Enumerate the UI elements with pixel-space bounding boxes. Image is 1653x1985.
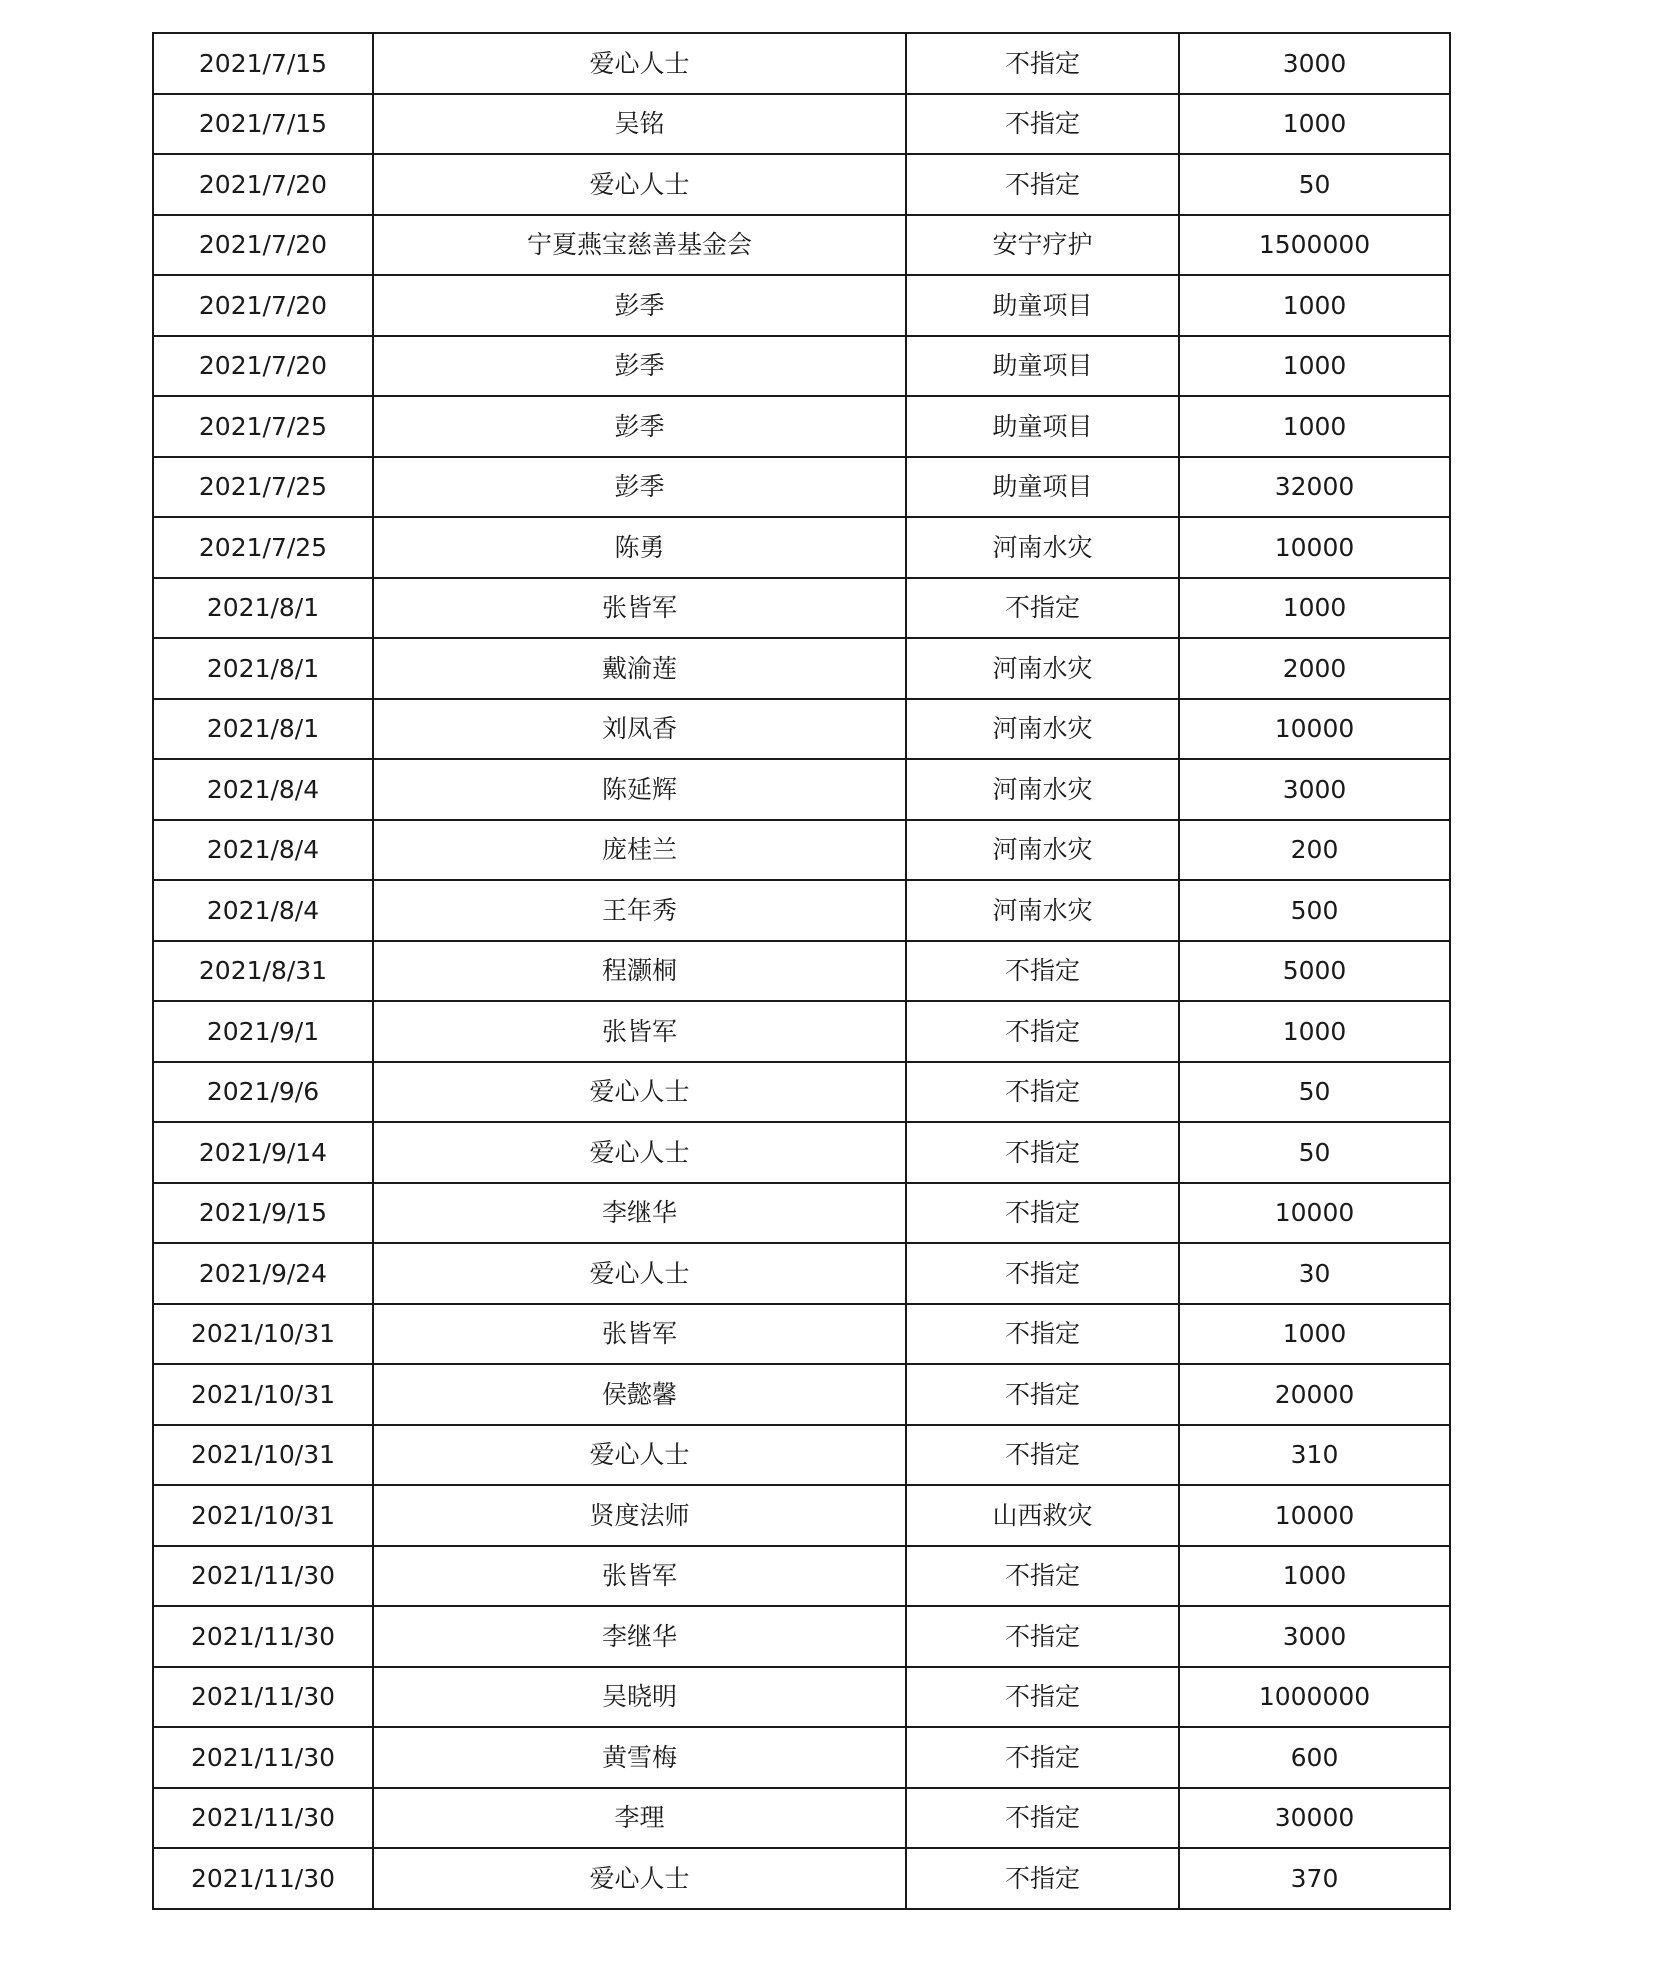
- table-row: [153, 1122, 1450, 1183]
- table-row: [153, 638, 1450, 699]
- amount-cell: 1000: [1179, 1001, 1450, 1062]
- purpose-cell: 河南水灾: [906, 638, 1179, 699]
- purpose-cell: 不指定: [906, 1667, 1179, 1728]
- donor-cell: 爱心人士: [373, 1122, 906, 1183]
- donor-cell: 爱心人士: [373, 1848, 906, 1909]
- purpose-cell: 河南水灾: [906, 699, 1179, 760]
- purpose-cell: 不指定: [906, 154, 1179, 215]
- donation-table: [152, 32, 1451, 1910]
- donor-cell: 爱心人士: [373, 1425, 906, 1486]
- donor-cell: 爱心人士: [373, 33, 906, 94]
- purpose-cell: 不指定: [906, 94, 1179, 155]
- donor-cell: 庞桂兰: [373, 820, 906, 881]
- amount-cell: 1500000: [1179, 215, 1450, 276]
- donor-cell: 李继华: [373, 1183, 906, 1244]
- table-row: [153, 215, 1450, 276]
- date-cell: 2021/7/25: [153, 517, 373, 578]
- purpose-cell: 河南水灾: [906, 820, 1179, 881]
- date-cell: 2021/8/4: [153, 759, 373, 820]
- table-row: [153, 33, 1450, 94]
- amount-cell: 3000: [1179, 1606, 1450, 1667]
- purpose-cell: 不指定: [906, 1304, 1179, 1365]
- donor-cell: 陈勇: [373, 517, 906, 578]
- amount-cell: 1000000: [1179, 1667, 1450, 1728]
- table-row: [153, 1062, 1450, 1123]
- date-cell: 2021/11/30: [153, 1606, 373, 1667]
- donor-cell: 刘凤香: [373, 699, 906, 760]
- amount-cell: 2000: [1179, 638, 1450, 699]
- donor-cell: 黄雪梅: [373, 1727, 906, 1788]
- amount-cell: 30000: [1179, 1788, 1450, 1849]
- table-row: [153, 1606, 1450, 1667]
- table-row: [153, 1667, 1450, 1728]
- purpose-cell: 助童项目: [906, 275, 1179, 336]
- table-row: [153, 820, 1450, 881]
- purpose-cell: 河南水灾: [906, 759, 1179, 820]
- purpose-cell: 不指定: [906, 1364, 1179, 1425]
- table-row: [153, 1727, 1450, 1788]
- amount-cell: 50: [1179, 154, 1450, 215]
- donor-cell: 宁夏燕宝慈善基金会: [373, 215, 906, 276]
- table-row: [153, 880, 1450, 941]
- donor-cell: 吴晓明: [373, 1667, 906, 1728]
- date-cell: 2021/10/31: [153, 1485, 373, 1546]
- date-cell: 2021/7/20: [153, 275, 373, 336]
- table-row: [153, 275, 1450, 336]
- purpose-cell: 不指定: [906, 1243, 1179, 1304]
- amount-cell: 1000: [1179, 578, 1450, 639]
- amount-cell: 50: [1179, 1122, 1450, 1183]
- table-row: [153, 336, 1450, 397]
- date-cell: 2021/8/1: [153, 699, 373, 760]
- table-row: [153, 396, 1450, 457]
- date-cell: 2021/8/1: [153, 638, 373, 699]
- purpose-cell: 助童项目: [906, 336, 1179, 397]
- purpose-cell: 不指定: [906, 1062, 1179, 1123]
- purpose-cell: 不指定: [906, 33, 1179, 94]
- amount-cell: 3000: [1179, 33, 1450, 94]
- amount-cell: 1000: [1179, 396, 1450, 457]
- date-cell: 2021/9/15: [153, 1183, 373, 1244]
- date-cell: 2021/9/24: [153, 1243, 373, 1304]
- donor-cell: 李理: [373, 1788, 906, 1849]
- purpose-cell: 不指定: [906, 1001, 1179, 1062]
- purpose-cell: 安宁疗护: [906, 215, 1179, 276]
- donor-cell: 彭季: [373, 457, 906, 518]
- purpose-cell: 不指定: [906, 1122, 1179, 1183]
- date-cell: 2021/10/31: [153, 1304, 373, 1365]
- date-cell: 2021/11/30: [153, 1727, 373, 1788]
- amount-cell: 10000: [1179, 699, 1450, 760]
- date-cell: 2021/8/31: [153, 941, 373, 1002]
- donor-cell: 戴渝莲: [373, 638, 906, 699]
- donor-cell: 张皆军: [373, 1304, 906, 1365]
- purpose-cell: 不指定: [906, 1788, 1179, 1849]
- purpose-cell: 不指定: [906, 578, 1179, 639]
- purpose-cell: 不指定: [906, 1425, 1179, 1486]
- date-cell: 2021/8/1: [153, 578, 373, 639]
- donor-cell: 侯懿馨: [373, 1364, 906, 1425]
- amount-cell: 50: [1179, 1062, 1450, 1123]
- table-row: [153, 941, 1450, 1002]
- amount-cell: 310: [1179, 1425, 1450, 1486]
- date-cell: 2021/10/31: [153, 1425, 373, 1486]
- table-row: [153, 699, 1450, 760]
- table-row: [153, 1848, 1450, 1909]
- donor-cell: 李继华: [373, 1606, 906, 1667]
- amount-cell: 10000: [1179, 1183, 1450, 1244]
- donor-cell: 彭季: [373, 275, 906, 336]
- donation-table-body: [153, 33, 1450, 1909]
- purpose-cell: 山西救灾: [906, 1485, 1179, 1546]
- amount-cell: 600: [1179, 1727, 1450, 1788]
- date-cell: 2021/9/14: [153, 1122, 373, 1183]
- donor-cell: 爱心人士: [373, 1243, 906, 1304]
- table-row: [153, 154, 1450, 215]
- amount-cell: 20000: [1179, 1364, 1450, 1425]
- donor-cell: 王年秀: [373, 880, 906, 941]
- table-row: [153, 1425, 1450, 1486]
- date-cell: 2021/8/4: [153, 820, 373, 881]
- donor-cell: 彭季: [373, 336, 906, 397]
- table-row: [153, 1001, 1450, 1062]
- amount-cell: 370: [1179, 1848, 1450, 1909]
- amount-cell: 10000: [1179, 517, 1450, 578]
- table-row: [153, 578, 1450, 639]
- amount-cell: 500: [1179, 880, 1450, 941]
- table-row: [153, 94, 1450, 155]
- date-cell: 2021/7/15: [153, 33, 373, 94]
- date-cell: 2021/8/4: [153, 880, 373, 941]
- donor-cell: 爱心人士: [373, 154, 906, 215]
- table-row: [153, 1364, 1450, 1425]
- donor-cell: 彭季: [373, 396, 906, 457]
- date-cell: 2021/7/15: [153, 94, 373, 155]
- table-row: [153, 759, 1450, 820]
- purpose-cell: 不指定: [906, 1606, 1179, 1667]
- amount-cell: 30: [1179, 1243, 1450, 1304]
- table-row: [153, 1304, 1450, 1365]
- donor-cell: 张皆军: [373, 578, 906, 639]
- amount-cell: 1000: [1179, 1546, 1450, 1607]
- date-cell: 2021/9/1: [153, 1001, 373, 1062]
- donor-cell: 吴铭: [373, 94, 906, 155]
- date-cell: 2021/10/31: [153, 1364, 373, 1425]
- date-cell: 2021/7/20: [153, 215, 373, 276]
- date-cell: 2021/7/20: [153, 336, 373, 397]
- amount-cell: 1000: [1179, 94, 1450, 155]
- donor-cell: 张皆军: [373, 1001, 906, 1062]
- date-cell: 2021/11/30: [153, 1546, 373, 1607]
- date-cell: 2021/7/20: [153, 154, 373, 215]
- purpose-cell: 助童项目: [906, 396, 1179, 457]
- purpose-cell: 不指定: [906, 1546, 1179, 1607]
- donor-cell: 贤度法师: [373, 1485, 906, 1546]
- table-row: [153, 1183, 1450, 1244]
- date-cell: 2021/7/25: [153, 457, 373, 518]
- amount-cell: 3000: [1179, 759, 1450, 820]
- table-row: [153, 517, 1450, 578]
- purpose-cell: 不指定: [906, 1183, 1179, 1244]
- purpose-cell: 不指定: [906, 1848, 1179, 1909]
- donor-cell: 张皆军: [373, 1546, 906, 1607]
- date-cell: 2021/7/25: [153, 396, 373, 457]
- donor-cell: 程灏桐: [373, 941, 906, 1002]
- amount-cell: 10000: [1179, 1485, 1450, 1546]
- donor-cell: 爱心人士: [373, 1062, 906, 1123]
- table-row: [153, 1243, 1450, 1304]
- date-cell: 2021/11/30: [153, 1667, 373, 1728]
- amount-cell: 5000: [1179, 941, 1450, 1002]
- table-row: [153, 457, 1450, 518]
- purpose-cell: 助童项目: [906, 457, 1179, 518]
- table-row: [153, 1546, 1450, 1607]
- date-cell: 2021/11/30: [153, 1848, 373, 1909]
- amount-cell: 1000: [1179, 336, 1450, 397]
- purpose-cell: 不指定: [906, 1727, 1179, 1788]
- date-cell: 2021/9/6: [153, 1062, 373, 1123]
- purpose-cell: 不指定: [906, 941, 1179, 1002]
- table-row: [153, 1788, 1450, 1849]
- date-cell: 2021/11/30: [153, 1788, 373, 1849]
- donor-cell: 陈延辉: [373, 759, 906, 820]
- amount-cell: 1000: [1179, 1304, 1450, 1365]
- purpose-cell: 河南水灾: [906, 880, 1179, 941]
- amount-cell: 200: [1179, 820, 1450, 881]
- table-row: [153, 1485, 1450, 1546]
- purpose-cell: 河南水灾: [906, 517, 1179, 578]
- amount-cell: 32000: [1179, 457, 1450, 518]
- amount-cell: 1000: [1179, 275, 1450, 336]
